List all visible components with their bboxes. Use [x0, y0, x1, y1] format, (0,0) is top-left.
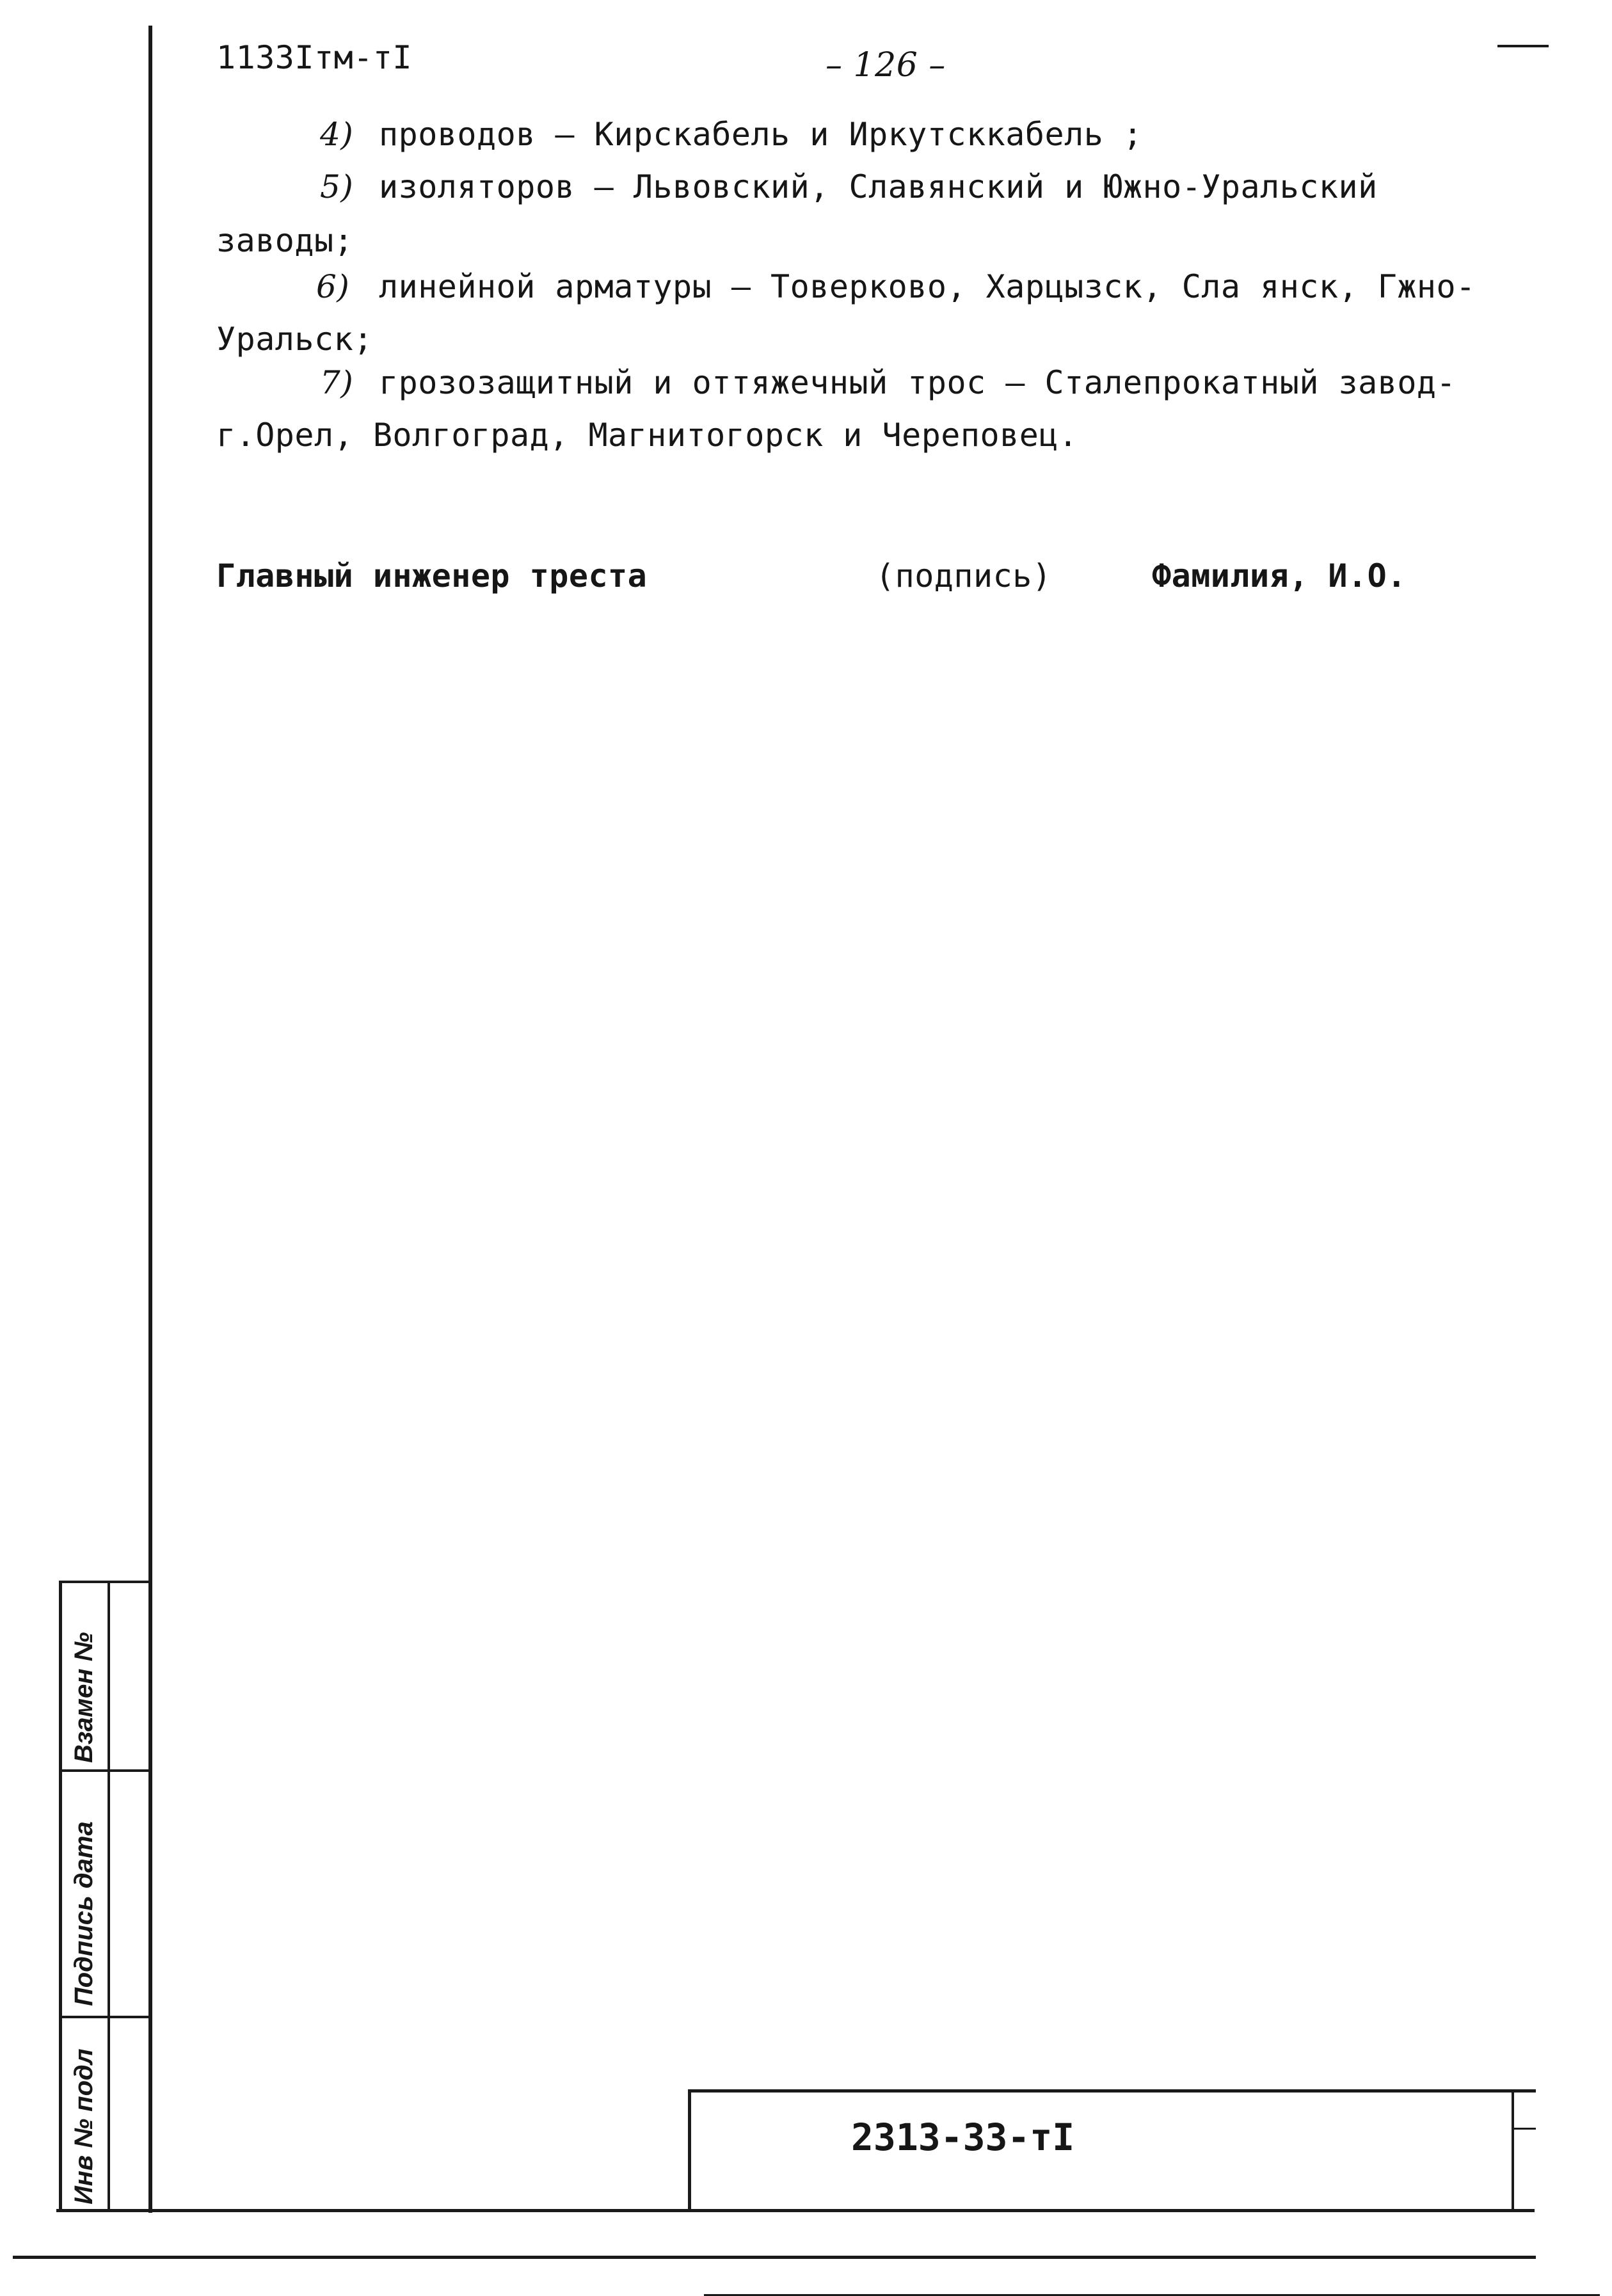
title-block-left [688, 2089, 691, 2212]
title-block-top [688, 2089, 1536, 2093]
margin-stamp-inner-divider [108, 1581, 110, 2211]
signature-position: Главный инженер треста [216, 557, 648, 594]
signature-name: Фамилия, И.О. [1152, 557, 1407, 594]
list-item-7-continuation: г.Орел, Волгоград, Магнитогорск и Череповец. [216, 417, 1078, 454]
title-block-right [1512, 2091, 1514, 2212]
margin-label-vzamen: Взамен № [70, 1632, 98, 1763]
margin-stamp-row-divider-1 [59, 1769, 152, 1772]
list-marker-4: 4) [320, 116, 354, 153]
title-block-doc-number: 2313-33-тI [851, 2116, 1075, 2159]
title-block-tick [1512, 2128, 1536, 2130]
margin-stamp-top [59, 1581, 152, 1583]
list-item-5: изоляторов – Львовский, Славянский и Южно-Уральский [379, 168, 1378, 205]
frame-left-border [148, 26, 152, 2213]
document-code: 1133Iтм-тI [216, 39, 413, 76]
margin-stamp-row-divider-2 [59, 2016, 152, 2018]
list-item-6-continuation: Уральск; [216, 321, 373, 358]
list-item-6: линейной арматуры – Товерково, Харцызск, Сла янск, Гжно- [379, 268, 1476, 305]
list-item-7: грозозащитный и оттяжечный трос – Сталепрокатный завод- [379, 364, 1456, 401]
frame-bottom-border [56, 2209, 1535, 2212]
list-item-4: проводов – Кирскабель и Иркутсккабель ; [379, 116, 1143, 153]
list-marker-7: 7) [320, 364, 354, 401]
frame-bottom-rule-outer [13, 2256, 1536, 2259]
margin-stamp-outer-left [59, 1581, 62, 2211]
signature-placeholder: (подпись) [875, 557, 1052, 594]
margin-label-inv-podl: Инв № подл [70, 2048, 98, 2204]
page-number: – 126 – [826, 46, 946, 84]
margin-label-podpis-data: Подпись дата [70, 1821, 98, 2006]
list-marker-6: 6) [316, 268, 350, 305]
frame-corner-mark [1497, 45, 1549, 47]
list-item-5-continuation: заводы; [216, 222, 354, 259]
list-marker-5: 5) [320, 168, 354, 205]
